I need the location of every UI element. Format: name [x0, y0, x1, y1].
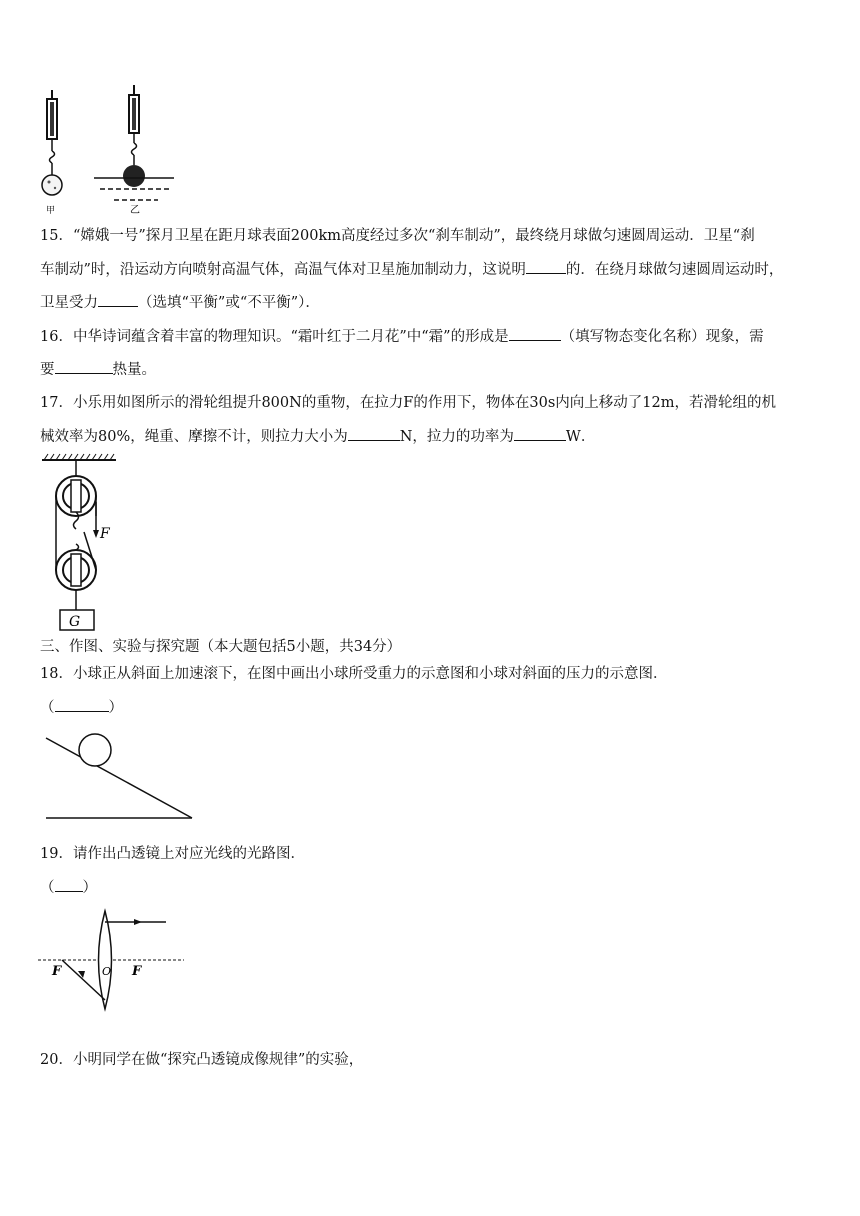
label-right: 乙 [130, 205, 140, 215]
q19-text: 19．请作出凸透镜上对应光线的光路图． [40, 846, 305, 862]
q17-line2c: W． [565, 429, 596, 445]
pulley-figure [38, 452, 128, 632]
q17-blank1[interactable] [348, 426, 400, 441]
lens-figure [38, 905, 188, 1015]
q16-line2b: 热量。 [112, 362, 156, 378]
q17-line2a: 械效率为80%，绳重、摩擦不计，则拉力大小为 [40, 429, 348, 445]
q18-blank[interactable] [55, 697, 109, 712]
q15-blank2[interactable] [98, 292, 138, 307]
q20-text: 20．小明同学在做“探究凸透镜成像规律”的实验， [40, 1052, 364, 1068]
center-label: O [102, 965, 112, 978]
focus-right-label: F [132, 964, 142, 979]
convex-lens [99, 911, 112, 1009]
incline-figure [40, 728, 210, 823]
q17-line1: 17．小乐用如图所示的滑轮组提升800N的重物，在拉力F的作用下，物体在30s内向上移动了12m，若滑轮组的机 [40, 395, 776, 411]
q15-line3a: 卫星受力 [40, 295, 98, 311]
q15-line2 [40, 259, 830, 280]
q15-line3 [40, 292, 830, 313]
weight-label: G [69, 614, 81, 630]
q16-line1b: （填写物态变化名称）现象，需 [560, 329, 764, 345]
q17-line2b: N，拉力的功率为 [399, 429, 514, 445]
q16-line2a: 要 [40, 362, 55, 378]
q15-blank1[interactable] [526, 259, 566, 274]
q15-line2a: 车制动”时，沿运动方向喷射高温气体，高温气体对卫星施加制动力，这说明 [40, 262, 526, 278]
q15-line3b: （选填“平衡”或“不平衡”）． [138, 295, 320, 311]
spring-scale-right [94, 85, 174, 200]
q19-answer [40, 877, 830, 898]
ball [79, 734, 111, 766]
q16-blank1[interactable] [509, 326, 561, 341]
q18-text: 18．小球正从斜面上加速滚下，在图中画出小球所受重力的示意图和小球对斜面的压力的示意图． [40, 666, 668, 682]
q17-line2 [40, 426, 830, 447]
q15-line2b: 的．在绕月球做匀速圆周运动时， [565, 262, 784, 278]
q19-open: （ [40, 880, 55, 896]
force-label: F [100, 526, 110, 542]
focus-left-label: F [52, 964, 62, 979]
q16-line1a: 16．中华诗词蕴含着丰富的物理知识。“霜叶红于二月花”中“霜”的形成是 [40, 329, 509, 345]
q18-answer [40, 697, 830, 718]
q16-line2 [40, 359, 830, 380]
q18-open: （ [40, 700, 55, 716]
q16-blank2[interactable] [55, 359, 113, 374]
q15-line1: 15．“嫦娥一号”探月卫星在距月球表面200km高度经过多次“刹车制动”，最终绕月球做匀速圆周运动．卫星“刹 [40, 228, 755, 244]
spring-scale-figure [30, 85, 190, 215]
label-left: 甲 [46, 206, 56, 215]
q17-blank2[interactable] [514, 426, 566, 441]
spring-scale-left [42, 90, 62, 195]
section3-title: 三、作图、实验与探究题（本大题包括5小题，共34分） [40, 639, 402, 655]
q19-close: ） [82, 880, 97, 896]
q18-close: ） [108, 700, 123, 716]
q19-blank[interactable] [55, 877, 83, 892]
q16-line1 [40, 326, 830, 347]
